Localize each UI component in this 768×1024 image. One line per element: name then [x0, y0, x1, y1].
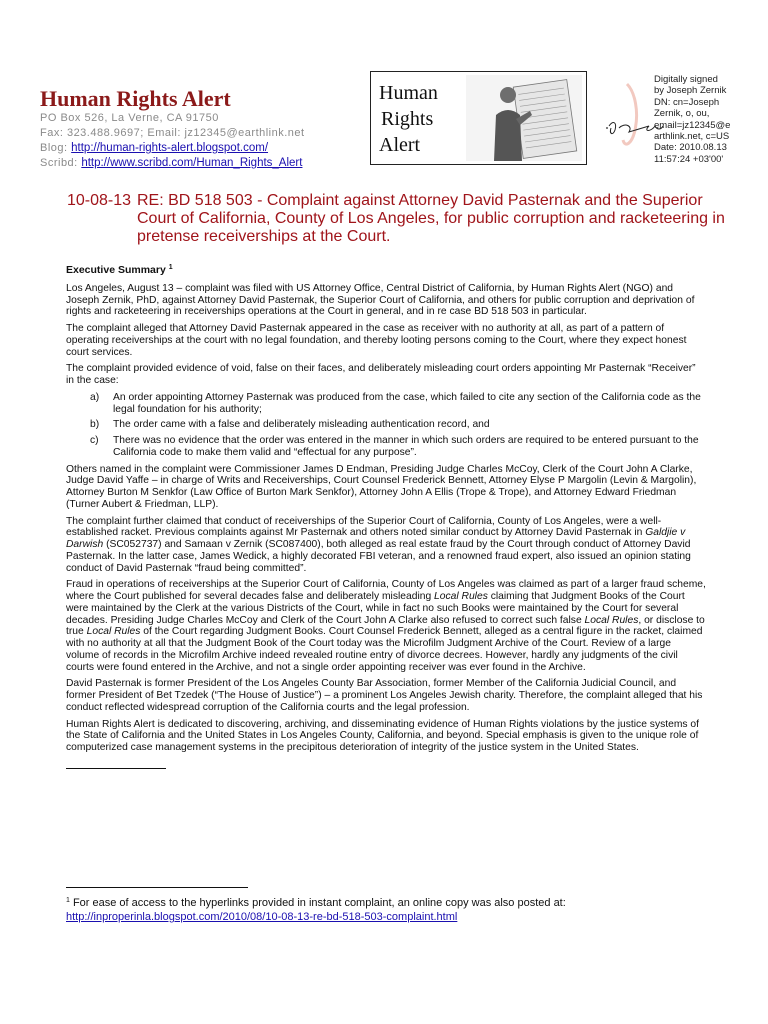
paragraph-5: The complaint further claimed that conduct of receiverships of the Superior Court of California, County of Los Angeles, were a well-established racket. Previous complaints against Mr Pasternak and others noted similar conduct by Attorney David Pasternak in Galdjie v Darwish (SC052737) and Samaan v Zernik (SC087400), both alleged as real estate fraud by the Court through conduct of Attorney David Pasternak. In the latter case, James Wedick, a highly decorated FBI veteran, and a renowned fraud expert, also issued an opinion stating conduct of David Pasternak “fraud being committed”.: [66, 515, 691, 574]
scribd-line: [40, 156, 305, 171]
footnote-ref[interactable]: 1: [168, 264, 173, 271]
paragraph-2: The complaint alleged that Attorney David Pasternak appeared in the case as receiver with no authority at all, as part of a pattern of operating receiverships at the court with no legal foundation, and thereby looting persons coming to the Court, where they expect honest court services.: [66, 323, 687, 358]
paragraph-6: Fraud in operations of receiverships at the Superior Court of California, County of Los Angeles was claimed as part of a larger fraud scheme, where the Court published for several decades false and deliberately misleading Local Rules claiming that Judgment Books of the Court were maintained by the Clerk at the various Districts of the Court, while in fact no such Books were maintained by the Court for several decades. Presiding Judge Charles McCoy and Clerk of the Court John A Clarke also refused to correct such false Local Rules, or disclose to true Local Rules of the Court regarding Judgment Books. Court Counsel Frederick Bennett, alleged as a central figure in the racket, claimed with no authority at all that the Judgment Book of the Court today was the Microfilm Judgment Archive of the Court. Review of a large volume of records in the Microfilm Archive indeed revealed routine entry of divorce decrees. However, hardly any judgments of the civil courts were found entered in the Archive, and not a single order appointing receiver was ever found in the Archive.: [66, 579, 706, 673]
logo-text: [379, 80, 438, 158]
paragraph-1: Los Angeles, August 13 – complaint was filed with US Attorney Office, Central District of California, by Human Rights Alert (NGO) and Joseph Zernik, PhD, against Attorney David Pasternak, the Superior Court of California, and others for public corruption and deprivation of rights and racketeering in receiverships operations at the Court in general, and in re case BD 518 503 in particular.: [66, 282, 695, 318]
headline-date: 10-08-13: [67, 192, 132, 209]
document-body: [66, 262, 706, 769]
scribd-link[interactable]: http://www.scribd.com/Human_Rights_Alert: [81, 157, 303, 169]
footnote-link[interactable]: http://inproperinla.blogspot.com/2010/08/10-08-13-re-bd-518-503-complaint.html: [66, 911, 458, 923]
blog-link[interactable]: http://human-rights-alert.blogspot.com/: [71, 142, 269, 154]
headline-line-3: pretense receiverships at the Court.: [137, 228, 391, 245]
list-item: a) An order appointing Attorney Pasternak was produced from the case, which failed to cite any section of the California code as the legal foundation for his authority;: [90, 391, 701, 415]
blog-label: Blog:: [40, 142, 68, 154]
address: PO Box 526, La Verne, CA 91750: [40, 112, 219, 124]
logo-line-2: Rights: [381, 108, 434, 130]
logo-line-3: Alert: [379, 134, 421, 156]
list-item: c) There was no evidence that the order was entered in the manner in which such orders are required to be entered pursuant to the California code to make them valid and “effectual for any purpose”.: [90, 435, 699, 458]
footnote: [66, 894, 706, 924]
paragraph-3: The complaint provided evidence of void, false on their faces, and deliberately misleading court orders appointing Mr Pasternak “Receiver” in the case:: [66, 363, 696, 386]
paragraph-4: Others named in the complaint were Commissioner James D Endman, Presiding Judge Charles McCoy, Clerk of the Court John A Clarke, Judge David Yaffe – in charge of Writs and Receiverships, Court Counsel Frederick Bennett, Attorney Elyse P Margolin (Levin & Margolin), Attorney Burton M Senkfor (Law Office of Burton Mark Senkfor), Attorney John A Ellis (Trope & Trope), and Attorney Edward Friedman (Turner Aubert & Friedman, LLP).: [66, 463, 697, 510]
org-name: Human Rights Alert: [40, 86, 231, 111]
paragraph-7: David Pasternak is former President of the Los Angeles County Bar Association, former Member of the California Judicial Council, and former President of Bet Tzedek (“The House of Justice”) – a prominent Los Angeles Jewish charity. Therefore, the complaint alleged that his conduct reflected widespread corruption of the California courts and the legal profession.: [66, 678, 703, 713]
footnote-number: 1: [66, 897, 70, 904]
logo-line-1: Human: [379, 82, 438, 104]
footnote-divider: [66, 887, 248, 888]
list-item: b) The order came with a false and deliberately misleading authentication record, and: [90, 419, 490, 431]
headline-line-1: RE: BD 518 503 - Complaint against Attorney David Pasternak and the Superior: [137, 192, 703, 209]
fax-email: Fax: 323.488.9697; Email: jz12345@earthlink.net: [40, 127, 305, 139]
logo-photo-icon: [466, 75, 582, 161]
scribd-label: Scribd:: [40, 157, 78, 169]
case-name: Galdjie v Darwish: [66, 527, 686, 550]
digital-signature: [605, 74, 755, 174]
signature-details: Digitally signed by Joseph Zernik DN: cn=Joseph Zernik, o, ou, email=jz12345@e arthlink.net, c=US Date: 2010.08.13 11:57:24 +03'00': [654, 74, 731, 165]
logo: [370, 71, 587, 165]
evidence-list: [66, 392, 706, 459]
footnote-text: For ease of access to the hyperlinks provided in instant complaint, an online copy was also posted at:: [69, 897, 566, 909]
headline: [67, 192, 747, 246]
paragraph-8: Human Rights Alert is dedicated to discovering, archiving, and disseminating evidence of Human Rights violations by the justice systems of the State of California and the United States in Los Angeles County, California, and beyond. Special emphasis is given to the unique role of computerized case management systems in the precipitous deterioration of integrity of the justice system in the United States.: [66, 718, 700, 753]
blog-line: [40, 141, 305, 156]
headline-line-2: Court of California, County of Los Angeles, for public corruption and racketeering in: [137, 210, 725, 227]
contact-block: [40, 111, 305, 171]
section-title: Executive Summary $^1$: [66, 264, 173, 276]
divider: [66, 768, 166, 769]
